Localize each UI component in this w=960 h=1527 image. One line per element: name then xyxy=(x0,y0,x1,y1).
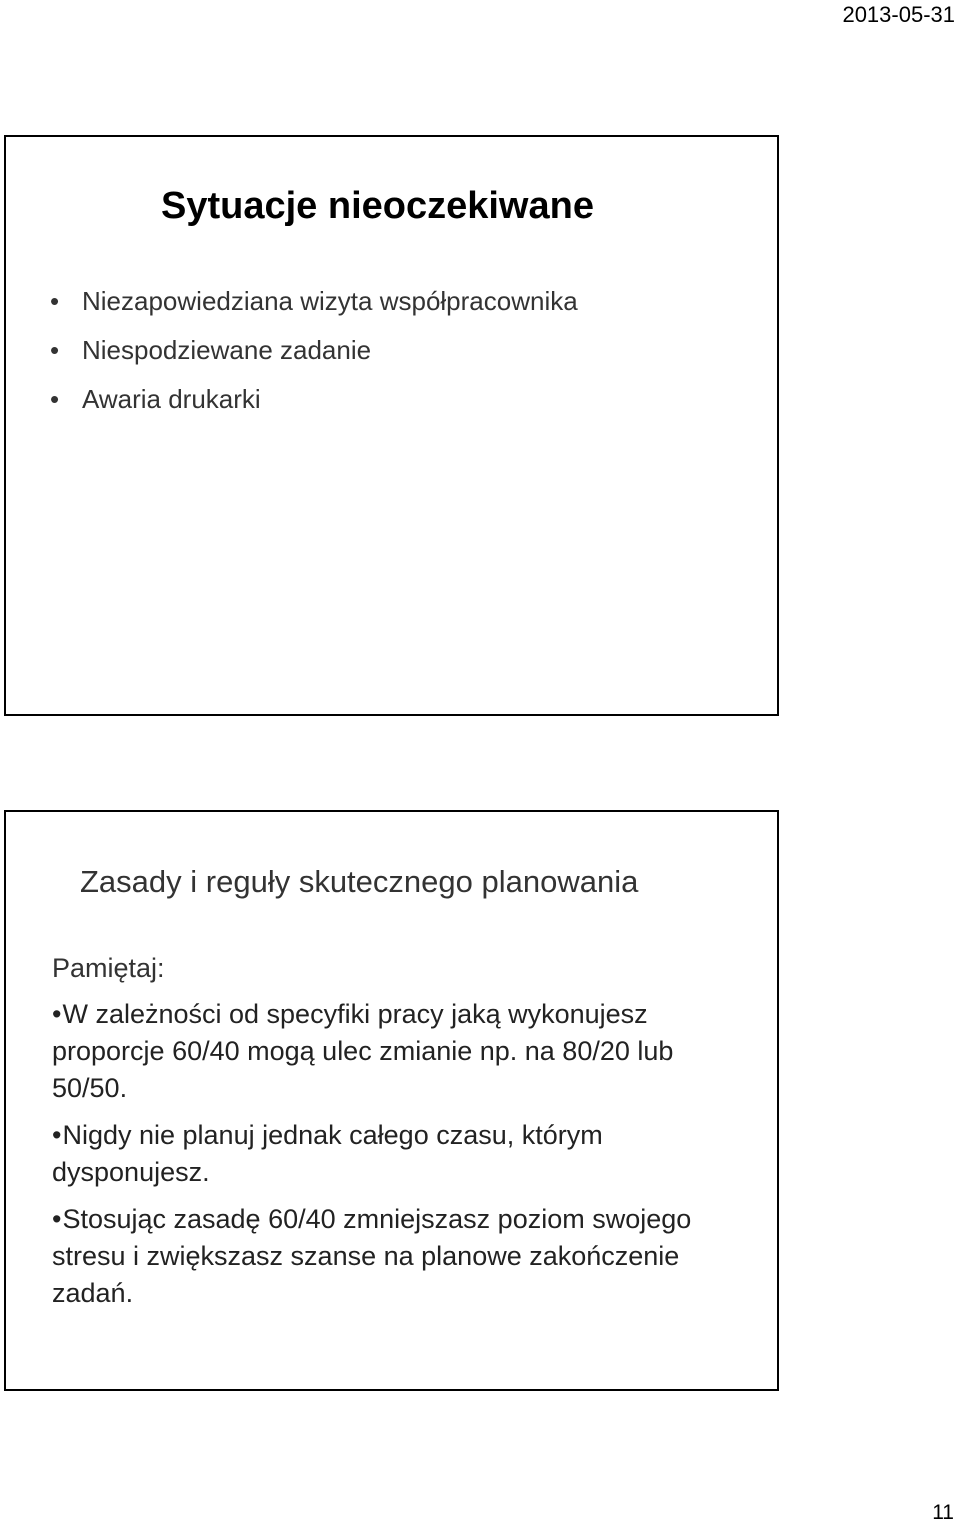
body-paragraph xyxy=(52,996,752,1107)
bullet-icon: • xyxy=(52,1204,62,1234)
list-item-text: Niespodziewane zadanie xyxy=(82,335,372,365)
slide-title: Sytuacje nieoczekiwane xyxy=(161,185,594,227)
list-item-text: Niezapowiedziana wizyta współpracownika xyxy=(82,286,578,316)
list-item xyxy=(50,326,578,375)
page-date: 2013-05-31 xyxy=(842,2,955,27)
list-item xyxy=(50,375,578,424)
list-item-text: Awaria drukarki xyxy=(82,384,261,414)
bullet-icon: • xyxy=(52,1120,62,1150)
bullet-icon: • xyxy=(50,286,60,316)
slide-sytuacje-nieoczekiwane xyxy=(4,135,779,716)
bullet-list xyxy=(50,277,578,424)
remember-label: Pamiętaj: xyxy=(52,953,165,983)
page-number: 11 xyxy=(932,1501,954,1524)
paragraph-text: Stosując zasadę 60/40 zmniejszasz poziom swojego stresu i zwiększasz szanse na planowe zakończenie zadań. xyxy=(52,1204,692,1308)
list-item xyxy=(50,277,578,326)
paragraph-text: Nigdy nie planuj jednak całego czasu, którym dysponujesz. xyxy=(52,1120,603,1187)
slide-title: Zasady i reguły skutecznego planowania xyxy=(80,864,639,899)
paragraph-text: W zależności od specyfiki pracy jaką wykonujesz proporcje 60/40 mogą ulec zmianie np. na 80/20 lub 50/50. xyxy=(52,999,674,1103)
body-paragraph xyxy=(52,1201,752,1312)
slide-body xyxy=(52,950,752,1322)
bullet-icon: • xyxy=(50,384,60,414)
bullet-icon: • xyxy=(50,335,60,365)
bullet-icon: • xyxy=(52,999,62,1029)
slide-zasady-planowania xyxy=(4,810,779,1391)
body-paragraph xyxy=(52,1117,752,1191)
